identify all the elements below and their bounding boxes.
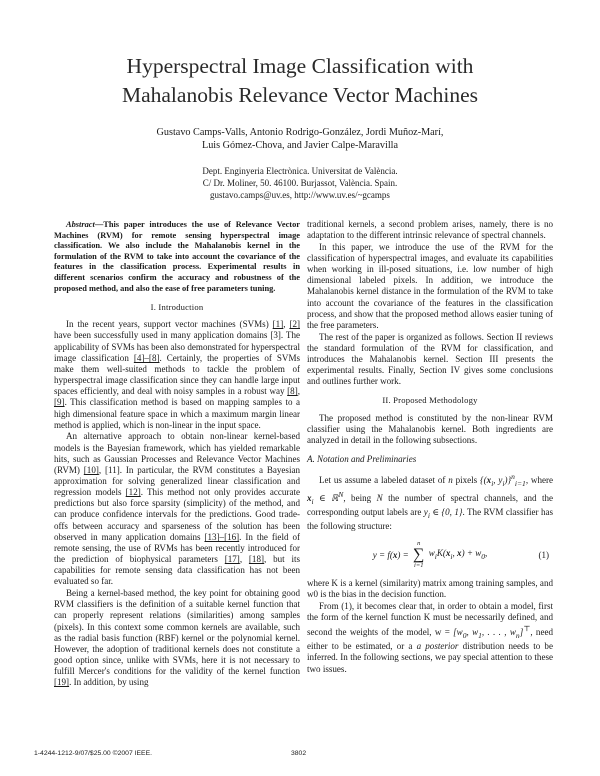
intro-paragraph-3: Being a kernel-based method, the key point for obtaining good RVM classifiers is the definition of a suitable kernel function that can properly represent relations (similarities) among samples (pixels). In this context some common kernels are available, such as the radial basis function (RBF) kernel or the polynomial kernel. However, the adoption of traditional kernels does not constitute a good option since, unlike with SVMs, here it is not necessary to fulfill Mercer's conditions for the validity of the kernel function [19]. In addition, by using — [54, 588, 300, 688]
citation-link[interactable]: [8] — [287, 386, 298, 397]
affiliation-line-1: Dept. Enginyeria Electrònica. Universitat de València. — [202, 166, 398, 176]
right-paragraph-1: traditional kernels, a second problem arises, namely, there is no adaptation to the different intrinsic relevance of spectral channels. — [307, 219, 553, 241]
affiliation-line-3: gustavo.camps@uv.es, http://www.uv.es/~gcamps — [210, 190, 390, 200]
left-column — [54, 220, 300, 688]
model-paragraph: From (1), it becomes clear that, in order to obtain a model, first the form of the kernel function K must be necessarily defined, and second the weights of the model, $w = [w_0$, $w_1$, . . . , $w_n]^⊤$, need either to be estimated, or a a posterior distribution needs to be inferred. In the following sections, we pay special attention to these two issues. — [307, 600, 553, 674]
right-column — [307, 219, 553, 675]
title-line-2: Mahalanobis Relevance Vector Machines — [121, 83, 479, 107]
citation-link[interactable]: [2] — [289, 319, 300, 330]
citation-link[interactable]: [19] — [54, 677, 70, 688]
summation-symbol: n ∑ i=1 — [413, 540, 425, 570]
citation-link[interactable]: [13]–[16] — [204, 531, 240, 542]
page-number: 3802 — [291, 750, 307, 757]
paper-title — [40, 52, 560, 110]
abstract-text: —This paper introduces the use of Relevance Vector Machines (RVM) for remote sensing hyperspectral image classification. We also include the Mahalanobis kernel in the formulation of the RVM to take into account the covariance of the features in the classification process. Experimental results in different scenarios confirm the accuracy and robustness of the proposed method, and also the ease of free parameters tuning. — [54, 220, 300, 293]
citation-link[interactable]: [4]–[8] — [133, 352, 160, 363]
authors-line-2: Luis Gómez-Chova, and Javier Calpe-Maravilla — [201, 140, 399, 151]
citation-link[interactable]: [9] — [54, 397, 65, 408]
affiliation — [60, 165, 540, 201]
right-paragraph-2: In this paper, we introduce the use of the RVM for the classification of hyperspectral images, and evaluate its capabilities when working in ill-posed situations, i.e. low number of high dimensional labeled pixels. In addition, we introduce the Mahalanobis kernel distance in the formulation of the RVM to take into account the covariance of the features in the classification process, and show that the proposed method allows easier tuning of the free parameters. — [307, 241, 553, 330]
notation-paragraph: Let us assume a labeled dataset of n pixels {($x_i$, $y_i)\}^n_{i=1}$, where $x_i$ ∈ ℝ$^N$, being N the number of spectral channels, and the corresponding output labels are $y_i$ ∈ {0, 1}. The RVM classifier has the following structure: — [307, 472, 554, 532]
method-paragraph: The proposed method is constituted by the non-linear RVM classifier using the Mahalanobis kernel. Both ingredients are analyzed in detail in the following subsections. — [307, 412, 553, 445]
intro-paragraph-2: An alternative approach to obtain non-linear kernel-based models is the Bayesian framework, which has yielded remarkable hits, such as Gaussian Processes and Relevance Vector Machines (RVM) [10], [11]. In particular, the RVM constitutes a Bayesian approximation for solving generalized linear classification and regression models [12]. This method not only provides accurate predictions but also force sparsity (simplicity) of the method, and can produce confidence intervals for the predictions. Good trade-offs between accuracy and sparseness of the solution has been observed in many application domains [13]–[16]. In the field of remote sensing, the use of RVMs has been recently introduced for the prediction of biophysical parameters [17], [18], but its capabilities for remote sensing data classification has not been evaluated so far. — [54, 431, 300, 587]
section-heading-methodology: II. Proposed Methodology — [382, 395, 478, 406]
equation-number: (1) — [538, 549, 549, 560]
intro-paragraph-1: In the recent years, support vector machines (SVMs) [1], [2] have been successfully used in many application domains [3]. The applicability of SVMs has been also demonstrated for hyperspectral image classification [4]–[8]. Certainly, the properties of SVMs make them well-suited methods to tackle the problem of hyperspectral image classification since they can handle large input spaces efficiently, and deal with noisy samples in a robust way [8], [9]. This classification method is based on mapping samples to a high dimensional feature space in which a maximum margin linear method is applied, which is non-linear in the input space. — [54, 319, 301, 430]
equation-explanation: where K is a kernel (similarity) matrix among training samples, and w0 is the bias in the decision function. — [307, 578, 553, 600]
citation-link[interactable]: [17] — [224, 554, 240, 565]
author-list — [60, 126, 540, 152]
abstract — [54, 220, 300, 294]
citation-link[interactable]: [10] — [83, 464, 99, 475]
section-heading-introduction: I. Introduction — [150, 302, 204, 313]
right-paragraph-3: The rest of the paper is organized as follows. Section II reviews the standard formulation of the RVM for classification, and introduces the Mahalanobis kernel. Section III presents the experimental results. Finally, Section IV gives some conclusions and outlines further work. — [307, 331, 553, 387]
affiliation-line-2: C/ Dr. Moliner, 50. 46100. Burjassot, València. Spain. — [202, 178, 398, 188]
citation-link[interactable]: [12] — [125, 487, 141, 498]
citation-link[interactable]: [18] — [248, 554, 264, 565]
equation-1: y = f(x) = n ∑ i=1 $w_iK(x_i$, $x) + w_0$, (1) — [372, 540, 549, 570]
title-line-1: Hyperspectral Image Classification with — [126, 54, 474, 78]
authors-line-1: Gustavo Camps-Valls, Antonio Rodrigo-González, Jordi Muñoz-Marí, — [156, 127, 444, 138]
abstract-lead: Abstract — [66, 220, 95, 229]
copyright-footer: 1-4244-1212-9/07/$25.00 ©2007 IEEE. — [34, 750, 152, 757]
subsection-heading-notation: A. Notation and Preliminaries — [307, 453, 417, 464]
citation-link[interactable]: [1] — [272, 319, 284, 330]
